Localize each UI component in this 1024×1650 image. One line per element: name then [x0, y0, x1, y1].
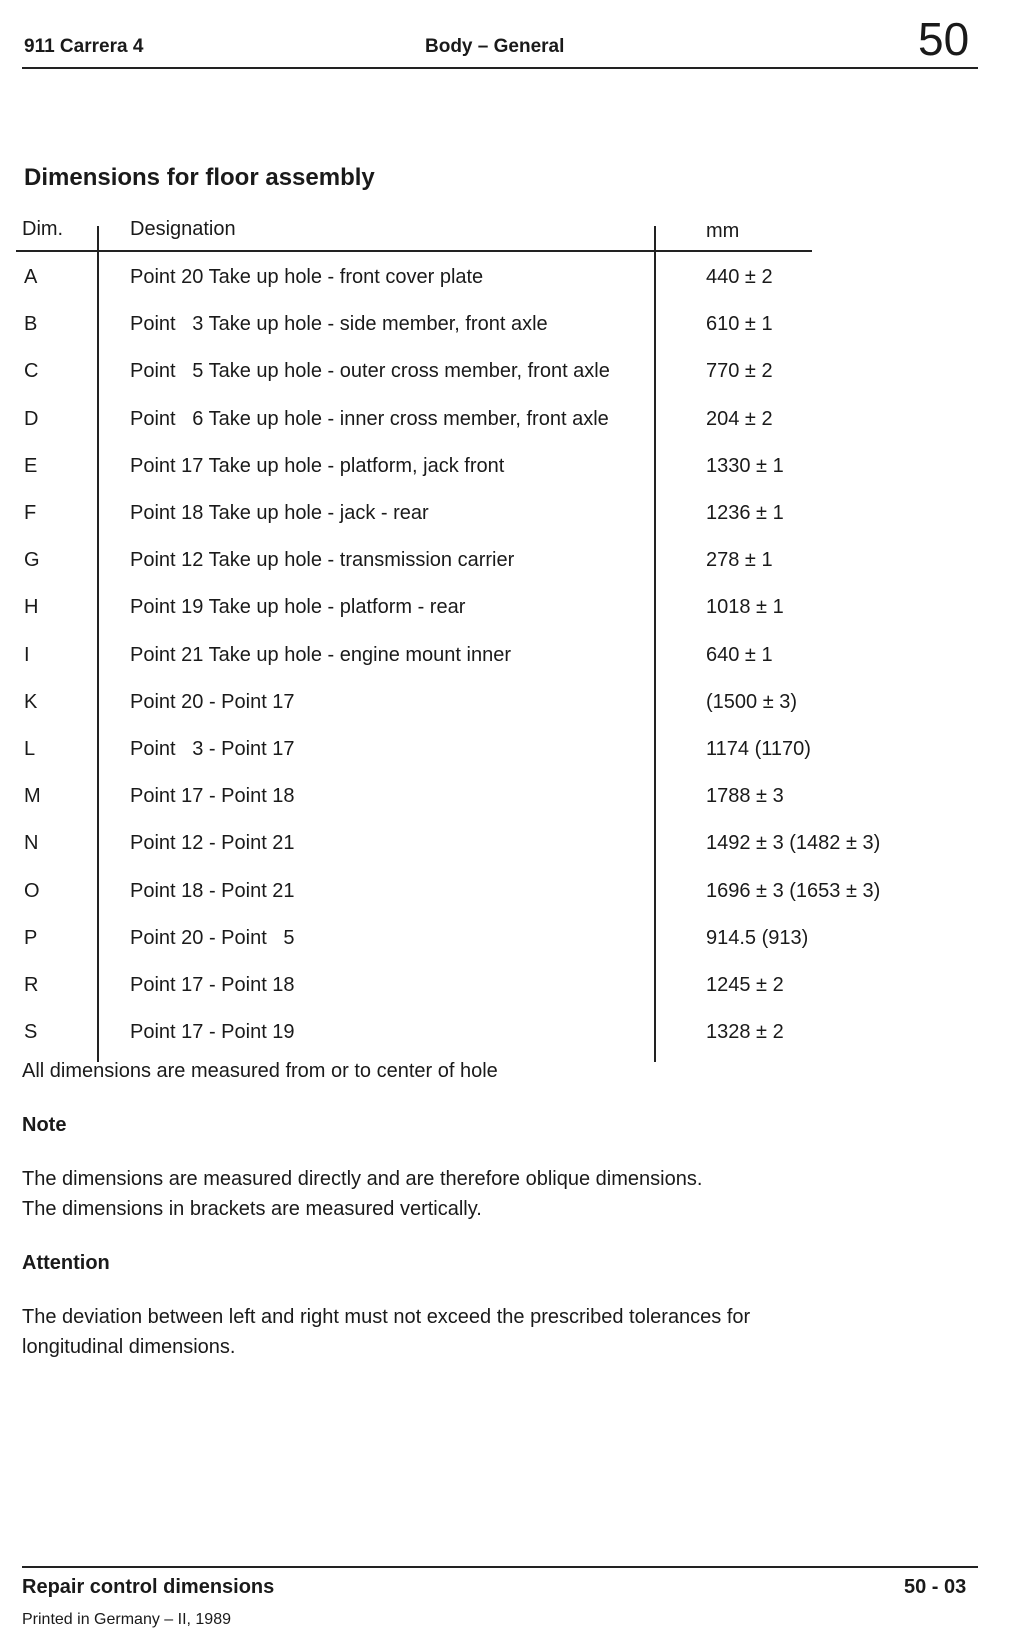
cell-value: 1492 ± 3 (1482 ± 3)	[706, 832, 881, 855]
cell-value: 1236 ± 1	[706, 502, 784, 524]
table-row	[16, 832, 916, 879]
cell-designation: Point 18 Take up hole - jack - rear	[130, 502, 429, 524]
cell-designation: Point 5 Take up hole - outer cross member, front axle	[130, 360, 610, 383]
footer-printed: Printed in Germany – II, 1989	[22, 1611, 231, 1628]
cell-designation: Point 3 - Point 17	[130, 738, 295, 760]
cell-designation: Point 19 Take up hole - platform - rear	[130, 596, 466, 619]
cell-value: 770 ± 2	[706, 360, 773, 383]
cell-dim: O	[24, 879, 40, 902]
cell-value: 1788 ± 3	[706, 785, 784, 808]
cell-designation: Point 18 - Point 21	[130, 879, 295, 902]
cell-value: 440 ± 2	[706, 266, 773, 288]
table-row	[16, 691, 916, 738]
cell-dim: R	[24, 974, 39, 996]
cell-designation: Point 20 - Point 17	[130, 690, 295, 713]
table-row	[16, 974, 916, 1021]
table-row	[16, 408, 916, 455]
cell-designation: Point 17 - Point 19	[130, 1021, 295, 1044]
attention-heading: Attention	[22, 1252, 110, 1274]
table-row	[16, 455, 916, 502]
table-row	[16, 549, 916, 596]
header-group-number: 50	[918, 13, 970, 65]
cell-value: 1245 ± 2	[706, 974, 784, 996]
cell-designation: Point 17 Take up hole - platform, jack front	[130, 454, 505, 477]
cell-dim: N	[24, 832, 39, 855]
cell-dim: P	[24, 926, 38, 949]
note-line: The dimensions are measured directly and are therefore oblique dimensions.	[22, 1168, 703, 1190]
table-row	[16, 880, 916, 927]
cell-designation: Point 20 - Point 5	[130, 926, 295, 949]
header-divider	[22, 67, 978, 69]
cell-value: 1018 ± 1	[706, 596, 784, 619]
table-row	[16, 313, 916, 360]
cell-dim: L	[24, 738, 36, 760]
table-row	[16, 360, 916, 407]
cell-dim: H	[24, 596, 39, 619]
header-section-title: Body – General	[425, 36, 565, 57]
footer-page-number: 50 - 03	[904, 1576, 967, 1598]
cell-value: 1696 ± 3 (1653 ± 3)	[706, 879, 881, 902]
cell-dim: A	[24, 266, 38, 288]
cell-designation: Point 6 Take up hole - inner cross member, front axle	[130, 407, 609, 430]
dimensions-table	[16, 210, 881, 1062]
attention-line: longitudinal dimensions.	[22, 1336, 236, 1358]
cell-value: 204 ± 2	[706, 407, 773, 430]
table-row	[16, 502, 916, 549]
cell-dim: C	[24, 360, 39, 383]
table-row	[16, 644, 916, 691]
table-row	[16, 738, 916, 785]
cell-dim: E	[24, 454, 38, 477]
column-header-unit: mm	[706, 220, 740, 242]
table-header-rule	[16, 250, 812, 252]
cell-dim: D	[24, 407, 39, 430]
cell-designation: Point 21 Take up hole - engine mount inner	[130, 643, 512, 666]
cell-dim: B	[24, 313, 38, 336]
note-heading: Note	[22, 1114, 67, 1136]
page-title: Dimensions for floor assembly	[24, 164, 375, 191]
cell-value: 1174 (1170)	[706, 738, 811, 760]
header-model: 911 Carrera 4	[24, 36, 144, 57]
footer-section: Repair control dimensions	[22, 1576, 275, 1598]
cell-designation: Point 12 Take up hole - transmission carrier	[130, 549, 515, 572]
note-line: The dimensions in brackets are measured vertically.	[22, 1198, 482, 1220]
cell-value: 914.5 (913)	[706, 926, 809, 949]
cell-value: 1328 ± 2	[706, 1021, 784, 1044]
cell-value: (1500 ± 3)	[706, 690, 798, 713]
table-row	[16, 785, 916, 832]
cell-designation: Point 3 Take up hole - side member, front axle	[130, 313, 548, 336]
cell-dim: I	[24, 643, 30, 666]
table-row	[16, 596, 916, 643]
column-header-dim: Dim.	[22, 218, 64, 240]
measurement-note: All dimensions are measured from or to center of hole	[22, 1060, 498, 1082]
cell-dim: K	[24, 690, 38, 713]
cell-designation: Point 17 - Point 18	[130, 974, 295, 996]
table-row	[16, 266, 916, 313]
footer-divider	[22, 1566, 978, 1568]
attention-line: The deviation between left and right must not exceed the prescribed tolerances for	[22, 1306, 751, 1328]
column-header-designation: Designation	[130, 218, 236, 240]
cell-designation: Point 20 Take up hole - front cover plate	[130, 266, 484, 288]
cell-value: 278 ± 1	[706, 549, 773, 572]
cell-designation: Point 12 - Point 21	[130, 832, 295, 855]
table-row	[16, 927, 916, 974]
cell-dim: M	[24, 785, 41, 808]
cell-value: 610 ± 1	[706, 313, 773, 336]
cell-dim: G	[24, 549, 40, 572]
cell-value: 1330 ± 1	[706, 454, 784, 477]
cell-dim: F	[24, 502, 37, 524]
cell-designation: Point 17 - Point 18	[130, 785, 295, 808]
cell-value: 640 ± 1	[706, 643, 773, 666]
cell-dim: S	[24, 1021, 38, 1044]
